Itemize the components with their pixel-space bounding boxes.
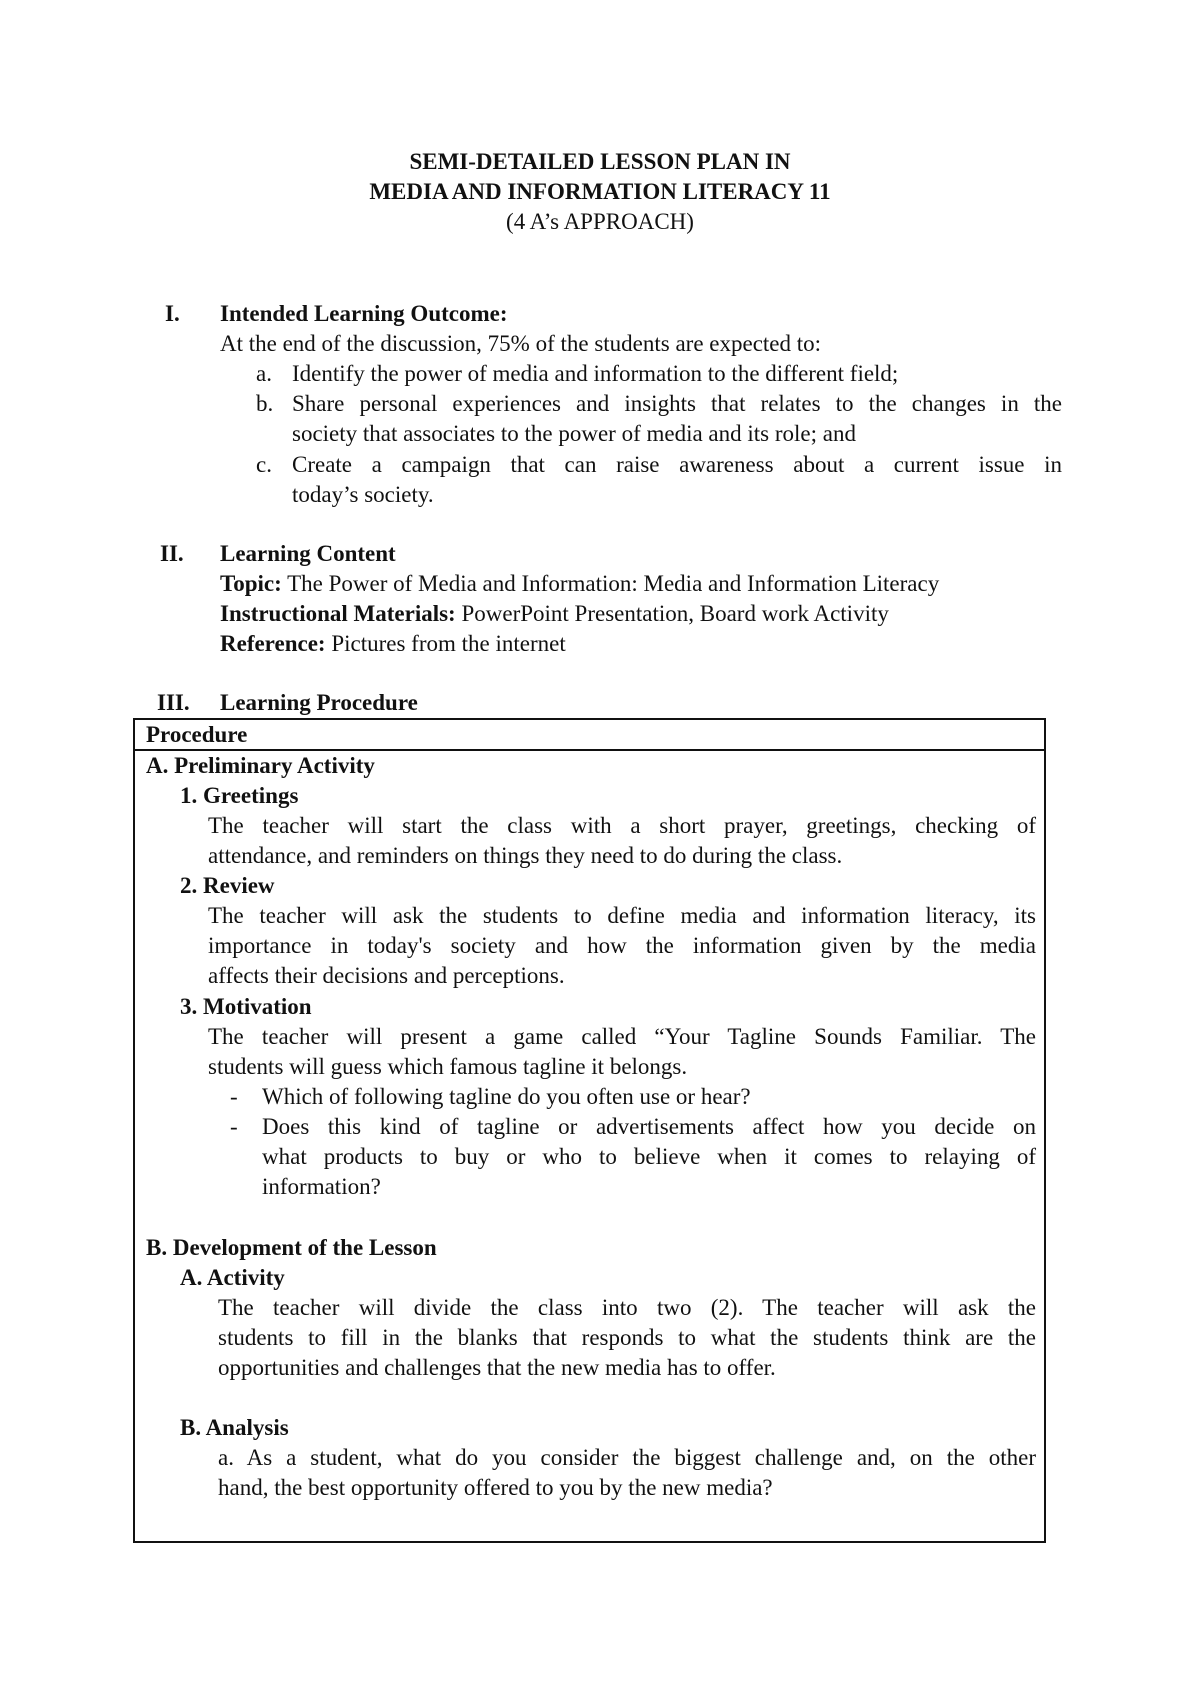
title-line-3: (4 A’s APPROACH) (506, 209, 694, 234)
outcome-c-marker: c. (256, 452, 272, 477)
activity-text-line3: opportunities and challenges that the new media has to offer. (218, 1355, 776, 1380)
outcome-c-text-line2: today’s society. (292, 482, 434, 507)
outcome-a-marker: a. (256, 361, 272, 386)
activity-heading: A. Activity (180, 1265, 285, 1290)
topic-value: The Power of Media and Information: Media and Information Literacy (281, 571, 940, 596)
motivation-question-1: Which of following tagline do you often use or hear? (262, 1084, 751, 1109)
review-text-line3: affects their decisions and perceptions. (208, 963, 565, 988)
reference-value: Pictures from the internet (325, 631, 566, 656)
topic-line (220, 569, 939, 599)
outcome-b-marker: b. (256, 391, 274, 416)
review-text-line1: The teacher will ask the students to define media and information literacy, its (208, 903, 1036, 928)
analysis-text-line1: a. As a student, what do you consider the biggest challenge and, on the other (218, 1445, 1036, 1470)
outcome-c-text-line1: Create a campaign that can raise awareness about a current issue in (292, 452, 1062, 477)
analysis-heading: B. Analysis (180, 1415, 289, 1440)
development-heading: B. Development of the Lesson (146, 1235, 437, 1260)
motivation-question-2-line3: information? (262, 1174, 381, 1199)
section-2-numeral: II. (160, 541, 184, 566)
section-1-title: Intended Learning Outcome: (220, 301, 508, 326)
greetings-text-line1: The teacher will start the class with a short prayer, greetings, checking of (208, 813, 1036, 838)
section-2-title: Learning Content (220, 541, 396, 566)
review-text-line2: importance in today's society and how the information given by the media (208, 933, 1036, 958)
reference-line (220, 629, 566, 659)
review-heading: 2. Review (180, 873, 275, 898)
section-1-intro: At the end of the discussion, 75% of the students are expected to: (220, 331, 822, 356)
outcome-b-text-line1: Share personal experiences and insights that relates to the changes in the (292, 391, 1062, 416)
section-3-title: Learning Procedure (220, 690, 418, 715)
materials-label: Instructional Materials: (220, 601, 456, 626)
materials-line (220, 599, 889, 629)
motivation-text-line2: students will guess which famous tagline it belongs. (208, 1054, 688, 1079)
analysis-text-line2: hand, the best opportunity offered to you by the new media? (218, 1475, 773, 1500)
greetings-heading: 1. Greetings (180, 783, 299, 808)
motivation-question-2-line1: Does this kind of tagline or advertisements affect how you decide on (262, 1114, 1036, 1139)
activity-text-line2: students to fill in the blanks that responds to what the students think are the (218, 1325, 1036, 1350)
section-3-numeral: III. (157, 690, 190, 715)
motivation-heading: 3. Motivation (180, 994, 312, 1019)
outcome-b-text-line2: society that associates to the power of media and its role; and (292, 421, 856, 446)
outcome-a-text: Identify the power of media and information to the different field; (292, 361, 899, 386)
motivation-text-line1: The teacher will present a game called “Your Tagline Sounds Familiar. The (208, 1024, 1036, 1049)
topic-label: Topic: (220, 571, 282, 596)
activity-text-line1: The teacher will divide the class into two (2). The teacher will ask the (218, 1295, 1036, 1320)
preliminary-activity-heading: A. Preliminary Activity (146, 753, 375, 778)
title-line-1: SEMI-DETAILED LESSON PLAN IN (409, 149, 791, 174)
title-line-2: MEDIA AND INFORMATION LITERACY 11 (369, 179, 831, 204)
bullet-dash-1: - (230, 1084, 238, 1109)
section-1-numeral: I. (165, 301, 180, 326)
motivation-question-2-line2: what products to buy or who to believe when it comes to relaying of (262, 1144, 1036, 1169)
reference-label: Reference: (220, 631, 326, 656)
materials-value: PowerPoint Presentation, Board work Activity (455, 601, 889, 626)
table-header-procedure: Procedure (146, 722, 248, 747)
greetings-text-line2: attendance, and reminders on things they need to do during the class. (208, 843, 843, 868)
bullet-dash-2: - (230, 1114, 238, 1139)
